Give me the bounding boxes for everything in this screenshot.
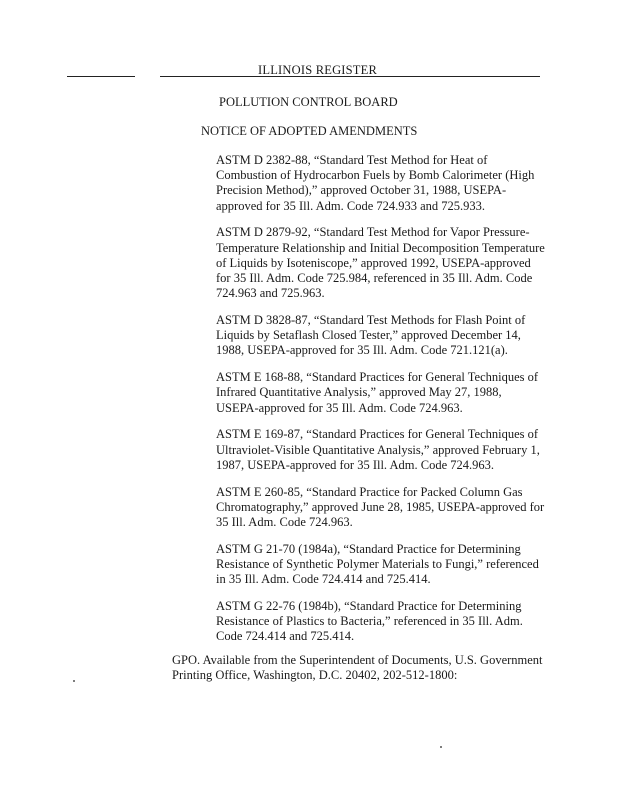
scan-speck — [73, 680, 75, 682]
reference-item: ASTM G 22-76 (1984b), “Standard Practice for Determining Resistance of Plastics to Bacteria,” referenced in 35 Ill. Adm. Code 724.414 and 725.414. — [216, 599, 523, 644]
reference-item: ASTM D 2382-88, “Standard Test Method for Heat of Combustion of Hydrocarbon Fuels by Bomb Calorimeter (High Precision Method),” approved October 31, 1988, USEPA-approved for 35 Ill. Adm. Code 724.933 and 725.933. — [216, 153, 535, 213]
scan-speck — [440, 746, 442, 748]
header-rule-left — [67, 76, 135, 77]
register-title: ILLINOIS REGISTER — [258, 63, 378, 77]
gpo-paragraph: GPO. Available from the Superintendent of Documents, U.S. Government Printing Office, Washington, D.C. 20402, 202-512-1800: — [172, 653, 543, 683]
reference-item: ASTM D 2879-92, “Standard Test Method for Vapor Pressure-Temperature Relationship and Initial Decomposition Temperature of Liquids by Isoteniscope,” approved 1992, USEPA-approved for 35 Ill. Adm. Code 725.984, referenced in 35 Ill. Adm. Code 724.963 and 725.963. — [216, 225, 545, 301]
board-heading: POLLUTION CONTROL BOARD — [219, 95, 398, 109]
reference-item: ASTM E 260-85, “Standard Practice for Packed Column Gas Chromatography,” approved June 28, 1985, USEPA-approved for 35 Ill. Adm. Code 724.963. — [216, 484, 545, 530]
reference-item: ASTM D 3828-87, “Standard Test Methods for Flash Point of Liquids by Setaflash Closed Tester,” approved December 14, 1988, USEPA-approved for 35 Ill. Adm. Code 721.121(a). — [216, 313, 526, 358]
reference-item: ASTM G 21-70 (1984a), “Standard Practice for Determining Resistance of Synthetic Polymer Materials to Fungi,” referenced in 35 Ill. Adm. Code 724.414 and 725.414. — [216, 541, 539, 587]
notice-heading: NOTICE OF ADOPTED AMENDMENTS — [201, 124, 418, 138]
reference-item: ASTM E 168-88, “Standard Practices for General Techniques of Infrared Quantitative Analysis,” approved May 27, 1988, USEPA-approved for 35 Ill. Adm. Code 724.963. — [216, 370, 539, 415]
reference-item: ASTM E 169-87, “Standard Practices for General Techniques of Ultraviolet-Visible Quantitative Analysis,” approved February 1, 1987, USEPA-approved for 35 Ill. Adm. Code 724.963. — [216, 427, 540, 472]
reference-list — [216, 153, 546, 656]
